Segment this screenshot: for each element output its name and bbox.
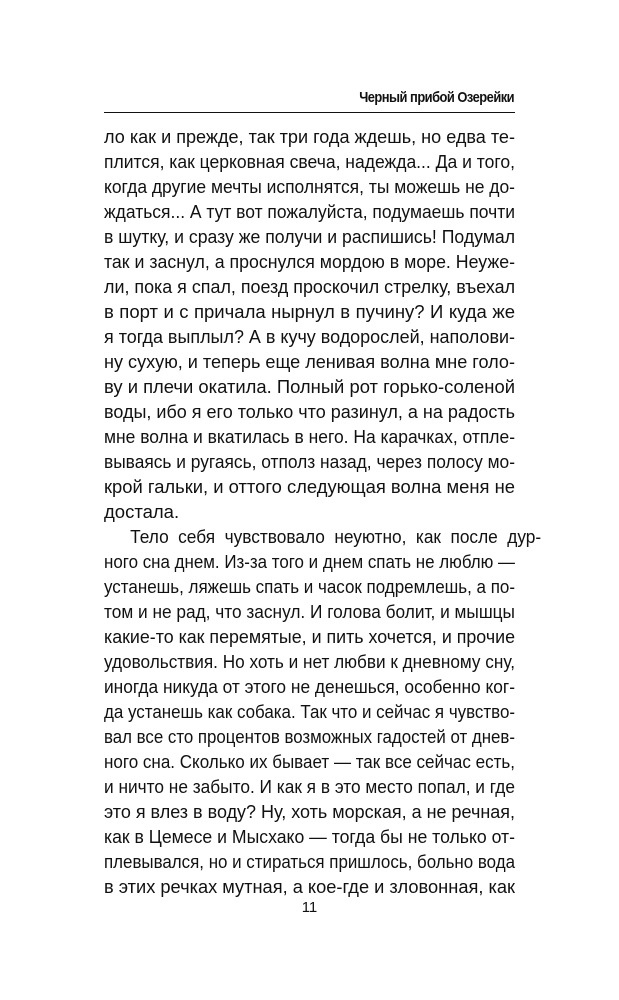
text-line: воды, ибо я его только что разинул, а на радость	[104, 401, 515, 422]
text-line: ву и плечи окатила. Полный рот горько-соленой	[104, 376, 515, 397]
text-line: ждаться... А тут вот пожалуйста, подумаешь почти	[104, 201, 515, 222]
paragraph	[104, 124, 515, 524]
text-line: в шутку, и сразу же получи и распишись! Подумал	[104, 226, 515, 247]
text-line: в порт и с причала нырнул в пучину? И куда же	[104, 301, 515, 322]
text-line: том и не рад, что заснул. И голова болит, и мышцы	[104, 601, 515, 622]
text-line: Тело себя чувствовало неуютно, как после дур-	[130, 526, 542, 547]
text-line: и ничто не забыто. И как я в это место попал, и где	[104, 776, 515, 797]
text-line: плевывался, но и стираться пришлось, больно вода	[104, 851, 516, 872]
text-line: ли, пока я спал, поезд проскочил стрелку, въехал	[104, 276, 516, 297]
text-line: как в Цемесе и Мысхако — тогда бы не только от-	[104, 826, 515, 847]
header-rule	[104, 112, 515, 113]
text-line: крой гальки, и оттого следующая волна меня не	[104, 476, 515, 497]
text-line: это я влез в воду? Ну, хоть морская, а не речная,	[104, 801, 516, 822]
text-line: вываясь и ругаясь, отполз назад, через полосу мо-	[104, 451, 515, 472]
text-line: я тогда выплыл? А в кучу водорослей, наполови-	[104, 326, 516, 347]
body-text	[104, 124, 542, 899]
text-line: ло как и прежде, так три года ждешь, но едва те-	[104, 126, 515, 147]
text-line: плится, как церковная свеча, надежда... Да и того,	[104, 151, 515, 172]
text-line: вал все сто процентов возможных гадостей от днев-	[104, 726, 515, 747]
text-line: ного сна. Сколько их бывает — так все сейчас есть,	[104, 751, 516, 772]
running-header-title: Черный прибой Озерейки	[359, 89, 514, 106]
text-line: устанешь, ляжешь спать и часок подремлешь, а по-	[104, 576, 516, 597]
text-line: какие-то как перемятые, и пить хочется, и прочие	[104, 626, 516, 647]
text-line: да устанешь как собака. Так что и сейчас я чувство-	[104, 701, 516, 722]
text-line: достала.	[104, 501, 180, 522]
text-line: мне волна и вкатилась в него. На карачках, отпле-	[104, 426, 516, 447]
text-line: ну сухую, и теперь еще ленивая волна мне голо-	[104, 351, 515, 372]
text-line: в этих речках мутная, а кое-где и зловонная, как	[104, 876, 515, 897]
paragraph	[104, 524, 542, 899]
text-line: так и заснул, а проснулся мордою в море. Неуже-	[104, 251, 516, 272]
text-line: удовольствия. Но хоть и нет любви к дневному сну,	[104, 651, 515, 672]
text-line: ного сна днем. Из-за того и днем спать не люблю —	[104, 551, 515, 572]
page-number: 11	[301, 899, 318, 916]
text-line: иногда никуда от этого не денешься, особенно ког-	[104, 676, 516, 697]
text-line: когда другие мечты исполнятся, ты можешь не до-	[104, 176, 516, 197]
